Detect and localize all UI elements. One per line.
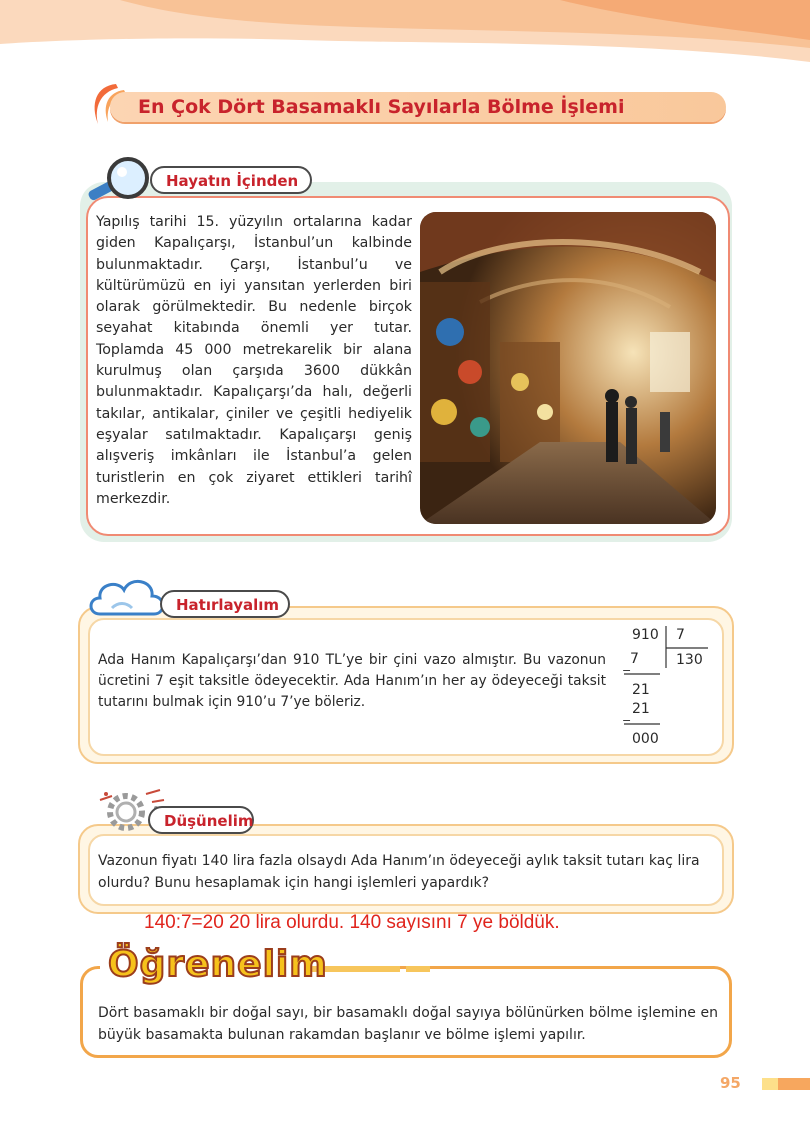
top-decoration [0, 0, 810, 70]
page-number: 95 [720, 1074, 741, 1092]
division-minus-2: − [622, 714, 632, 727]
division-divisor: 7 [676, 627, 685, 643]
learn-paragraph: Dört basamaklı bir doğal sayı, bir basamaklı doğal sayıya bölünürken bölme işlemine en büyük basamakta bulunan rakamdan başlanır ve bölme işlemi yapılır. [98, 1005, 718, 1043]
life-section-label: Hayatın İçinden [150, 166, 312, 194]
division-step1: 7 [630, 651, 639, 667]
remember-paragraph: Ada Hanım Kapalıçarşı’dan 910 TL’ye bir çini vazo almıştır. Bu vazonun ücretini 7 eşit taksitle ödeyecektir. Ada Hanım’ın her ay ödeyeceği taksit tutarını bulmak için 910’u 7’ye böleriz. [98, 652, 606, 710]
division-quotient: 130 [676, 652, 703, 668]
page-title: En Çok Dört Basamaklı Sayılarla Bölme İşlemi [138, 96, 625, 118]
division-dividend: 910 [632, 627, 659, 643]
division-step2: 21 [632, 701, 650, 717]
learn-section-label: Öğrenelim [108, 944, 328, 985]
page-accent-yellow [762, 1078, 778, 1090]
division-lines [620, 622, 710, 750]
cloud-icon [88, 572, 168, 622]
learn-accent-line-short [406, 966, 430, 972]
page-accent-orange [778, 1078, 810, 1090]
division-minus-1: − [622, 664, 632, 677]
bazaar-photo [420, 212, 716, 524]
life-paragraph: Yapılış tarihi 15. yüzyılın ortalarına kadar giden Kapalıçarşı, İstanbul’un kalbinde bulunmaktadır. Çarşı, İstanbul’u ve kültürümüzü en iyi yansıtan yerlerden biri olarak görülmektedir. Bu nedenle birçok seyahat kitabında önemli yer tutar. Toplamda 45 000 metrekarelik bir alana kurulmuş olan çarşıda 3600 dükkân bulunmaktadır. Kapalıçarşı’da halı, değerli takılar, antikalar, çiniler ve çeşitli hediyelik eşyalar satılmaktadır. Kapalıçarşı geniş alışveriş imkânları ile İstanbul’a gelen turistlerin en çok ziyaret ettikleri tarihî merkezdir. [96, 214, 412, 507]
division-remainder2: 000 [632, 731, 659, 747]
think-section-label: Düşünelim [148, 806, 254, 834]
handwritten-answer: 140:7=20 20 lira olurdu. 140 sayısını 7 ye böldük. [144, 912, 560, 933]
remember-section-label: Hatırlayalım [160, 590, 290, 618]
think-paragraph: Vazonun fiyatı 140 lira fazla olsaydı Ada Hanım’ın ödeyeceği aylık taksit tutarı kaç lira olurdu? Bunu hesaplamak için hangi işlemleri yapardık? [98, 853, 700, 891]
division-remainder1: 21 [632, 682, 650, 698]
